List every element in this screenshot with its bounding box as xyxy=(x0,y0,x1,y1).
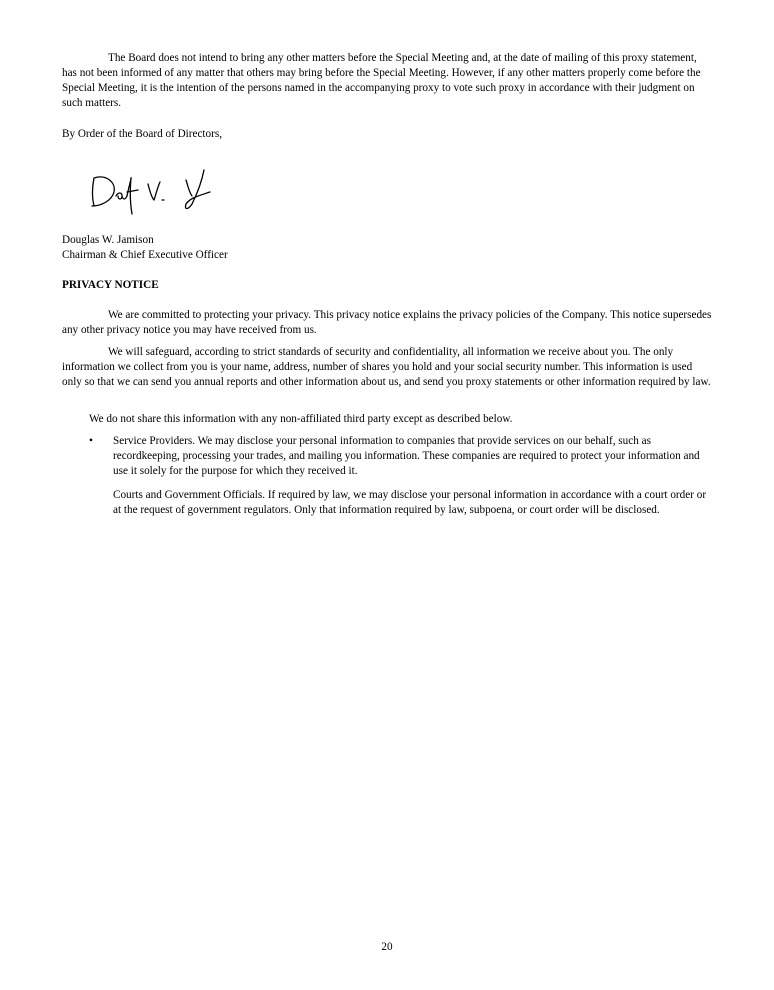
bullet-marker: • xyxy=(89,435,93,447)
privacy-paragraph-2: We will safeguard, according to strict standards of security and confidentiality, all information we receive about you. The only information we collect from you is your name, address, number of shares you hold and your social security number. This information is used only so that we can send you annual reports and other information about us, and send you proxy statements or other information required by law. xyxy=(62,346,711,388)
closing-paragraph: The Board does not intend to bring any other matters before the Special Meeting and, at the date of mailing of this proxy statement, has not been informed of any matter that others may bring before the Special Meeting. However, if any other matters properly come before the Special Meeting, it is the intention of the persons named in the accompanying proxy to vote such proxy in accordance with their judgment on such matters. xyxy=(62,52,701,109)
signer-title: Chairman & Chief Executive Officer xyxy=(62,249,228,261)
privacy-paragraph-1: We are committed to protecting your privacy. This privacy notice explains the privacy policies of the Company. This notice supersedes any other privacy notice you may have received from us. xyxy=(62,309,712,336)
signer-name: Douglas W. Jamison xyxy=(62,234,154,246)
sign-off: By Order of the Board of Directors, xyxy=(62,128,222,140)
privacy-paragraph-3: We do not share this information with any non-affiliated third party except as described below. xyxy=(89,413,513,425)
privacy-heading: PRIVACY NOTICE xyxy=(62,279,159,291)
page-number: 20 xyxy=(381,941,393,953)
signature-image xyxy=(86,166,256,218)
courts-government-paragraph: Courts and Government Officials. If required by law, we may disclose your personal information in accordance with a court order or at the request of government regulators. Only that information required by law, subpoena, or court order will be disclosed. xyxy=(113,489,707,516)
bullet-service-providers: Service Providers. We may disclose your personal information to companies that provide services on our behalf, such as recordkeeping, processing your trades, and mailing you information. These companies are required to protect your information and use it solely for the purpose for which they received it. xyxy=(113,435,700,477)
signer-block xyxy=(62,233,714,263)
